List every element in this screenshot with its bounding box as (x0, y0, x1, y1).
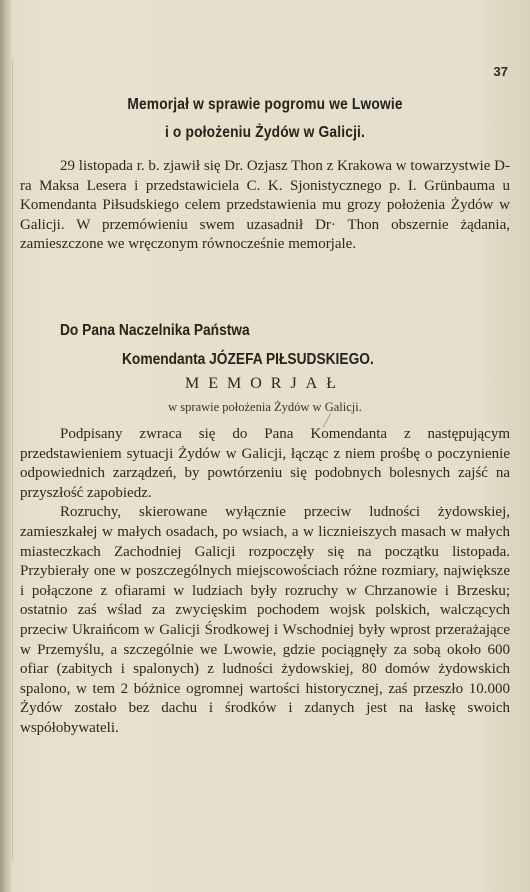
memorial-body (20, 425, 510, 739)
address-line-1: Do Pana Naczelnika Państwa (60, 322, 250, 339)
page-margin-line (12, 60, 13, 860)
heading-line-1: Memorjał w sprawie pogromu we Lwowie (127, 96, 403, 113)
intro-paragraph-block (20, 157, 510, 255)
address-line-2: Komendanta JÓZEFA PIŁSUDSKIEGO. (122, 351, 374, 368)
memorial-title: MEMORJAŁ (184, 375, 345, 392)
heading-line-2: i o położeniu Żydów w Galicji. (164, 124, 366, 141)
intro-paragraph: 29 listopada r. b. zjawił się Dr. Ozjasz Thon z Krakowa w towarzystwie D-ra Maksa Lesera i przedstawiciela C. K. Sjonistycznego p. I. Grünbauma u Komendanta Piłsudskiego celem przedstawienia mu grozy położenia Żydów w Galicji. W przemówieniu swem uzasadnił Dr· Thon obszernie żądania, zamieszczone we wręczonym równocześnie memorjale. (20, 158, 510, 253)
body-paragraph-1: Podpisany zwraca się do Pana Komendanta z następującym przedstawieniem sytuacji Żydów w Galicji, łącząc z niem prośbę o poczynienie odpowiednich zarządzeń, by powtórzeniu się podobnych bolesnych zajść na przyszłość zapobiedz. (20, 426, 510, 501)
page-number: 37 (493, 64, 508, 79)
binding-shadow (0, 0, 12, 892)
body-paragraph-2: Rozruchy, skierowane wyłącznie przeciw ludności żydowskiej, zamieszkałej w małych osadach, po wsiach, a w licznieiszych masach w małych miasteczkach Zachodniej Galicji rozpoczęły się na początku listopada. Przybierały one w poszczególnych miejscowościach różne rozmiary, największe i połączone z ofiarami w ludziach były rozruchy w Chrzanowie i Brzesku; ostatnio zaś wślad za zwycięskim pochodem wojsk polskich, walczących przeciw Ukraińcom w Galicji Środkowej i Wschodniej były wprost przerażające w Przemyślu, a szczególnie we Lwowie, gdzie pociągnęły za sobą około 600 ofiar (zabitych i spalonych) z ludności żydowskiej, 80 domów żydowskich spalono, w tem 2 bóżnice ogromnej wartości historycznej, zaś przeszło 10.000 Żydów zostało bez dachu i środków i zdanych jest na łaskę swoich współobywateli. (20, 504, 510, 736)
memorial-subtitle: w sprawie położenia Żydów w Galicji. (168, 400, 362, 414)
